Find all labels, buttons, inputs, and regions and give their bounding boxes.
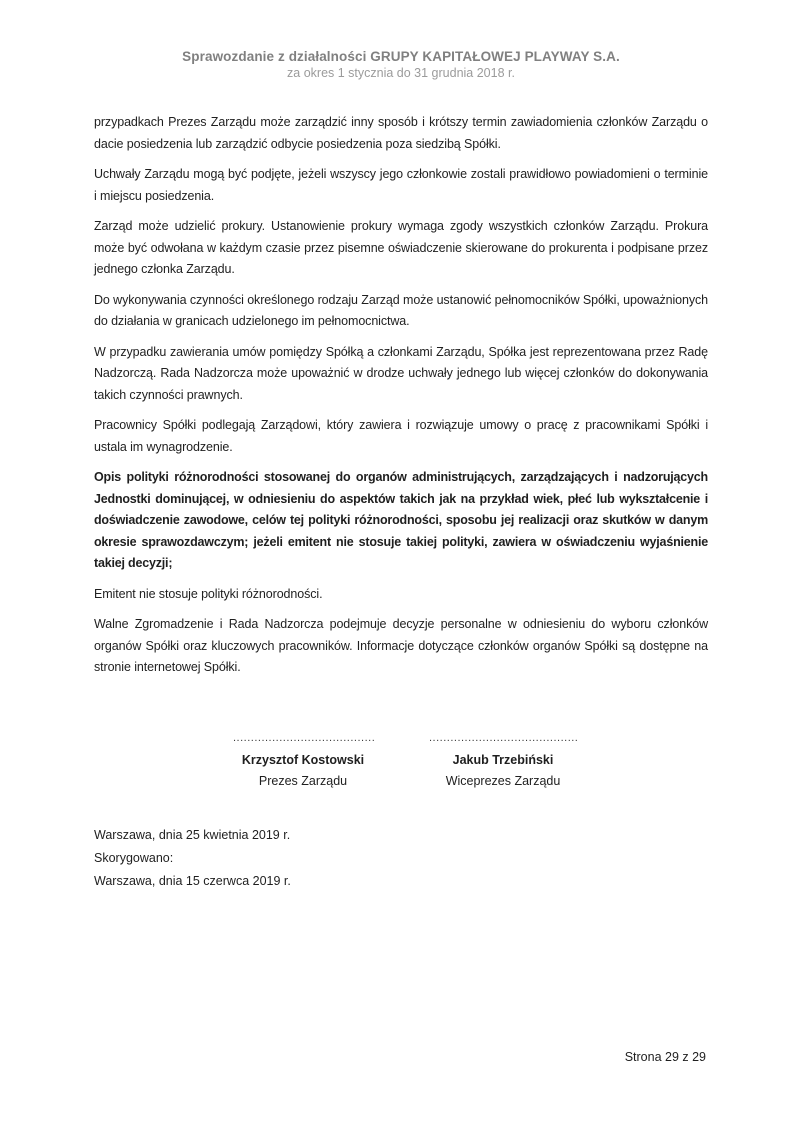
signature-dotted-line: .......................................... (429, 731, 579, 744)
paragraph-board-contracts: W przypadku zawierania umów pomiędzy Spółką a członkami Zarządu, Spółka jest reprezentowana przez Radę Nadzorczą. Rada Nadzorcza może upoważnić w drodze uchwały jednego lub więcej członków do dokonywania takich czynności prawnych. (94, 344, 708, 402)
signature-right (429, 731, 577, 792)
signature-left (233, 731, 376, 792)
signatory-role: Prezes Zarządu (258, 773, 348, 788)
paragraph-general-meeting: Walne Zgromadzenie i Rada Nadzorcza podejmuje decyzje personalne w odniesieniu do wyboru członków organów Spółki oraz kluczowych pracowników. Informacje dotyczące członków organów Spółki są dostępne na stronie internetowej Spółki. (94, 617, 708, 674)
signatory-role: Wiceprezes Zarządu (445, 773, 561, 788)
closing-corrected-label: Skorygowano: (94, 850, 174, 865)
closing-date-original: Warszawa, dnia 25 kwietnia 2019 r. (94, 827, 291, 842)
signatory-name: Krzysztof Kostowski (241, 752, 365, 767)
closing-block (94, 824, 708, 893)
document-title: Sprawozdanie z działalności GRUPY KAPITAŁOWEJ PLAYWAY S.A. (182, 49, 620, 64)
signature-dotted-line: ........................................ (233, 731, 376, 744)
document-header (94, 48, 708, 82)
closing-date-corrected: Warszawa, dnia 15 czerwca 2019 r. (94, 873, 291, 888)
paragraph-notice-terms: przypadkach Prezes Zarządu może zarządzić inny sposób i krótszy termin zawiadomienia członków Zarządu o dacie posiedzenia lub zarządzić odbycie posiedzenia poza siedzibą Spółki. (94, 115, 708, 151)
paragraph-employees: Pracownicy Spółki podlegają Zarządowi, który zawiera i rozwiązuje umowy o pracę z pracownikami Spółki i ustala im wynagrodzenie. (94, 418, 708, 454)
paragraph-resolutions: Uchwały Zarządu mogą być podjęte, jeżeli wszyscy jego członkowie zostali prawidłowo powiadomieni o terminie i miejscu posiedzenia. (94, 167, 708, 203)
document-subtitle: za okres 1 stycznia do 31 grudnia 2018 r. (287, 66, 515, 80)
paragraph-proxy: Zarząd może udzielić prokury. Ustanowienie prokury wymaga zgody wszystkich członków Zarządu. Prokura może być odwołana w każdym czasie przez pisemne oświadczenie skierowane do prokurenta i podpisane przez jednego członka Zarządu. (94, 219, 708, 276)
paragraph-attorneys: Do wykonywania czynności określonego rodzaju Zarząd może ustanowić pełnomocników Spółki, upoważnionych do działania w granicach udzielonego im pełnomocnictwa. (94, 292, 708, 328)
signatory-name: Jakub Trzebiński (452, 752, 554, 767)
paragraph-diversity-statement: Emitent nie stosuje polityki różnorodności. (94, 586, 323, 601)
signature-block (94, 731, 708, 792)
document-body (94, 112, 708, 679)
paragraph-diversity-policy-heading: Opis polityki różnorodności stosowanej do organów administrujących, zarządzających i nadzorujących Jednostki dominującej, w odniesieniu do aspektów takich jak na przykład wiek, płeć lub wykształcenie i doświadczenie zawodowe, celów tej polityki różnorodności, sposobu jej realizacji oraz skutków w danym okresie sprawozdawczym; jeżeli emitent nie stosuje takiej polityki, zawiera w oświadczeniu wyjaśnienie takiej decyzji; (94, 470, 708, 570)
page-number: Strona 29 z 29 (624, 1050, 706, 1064)
